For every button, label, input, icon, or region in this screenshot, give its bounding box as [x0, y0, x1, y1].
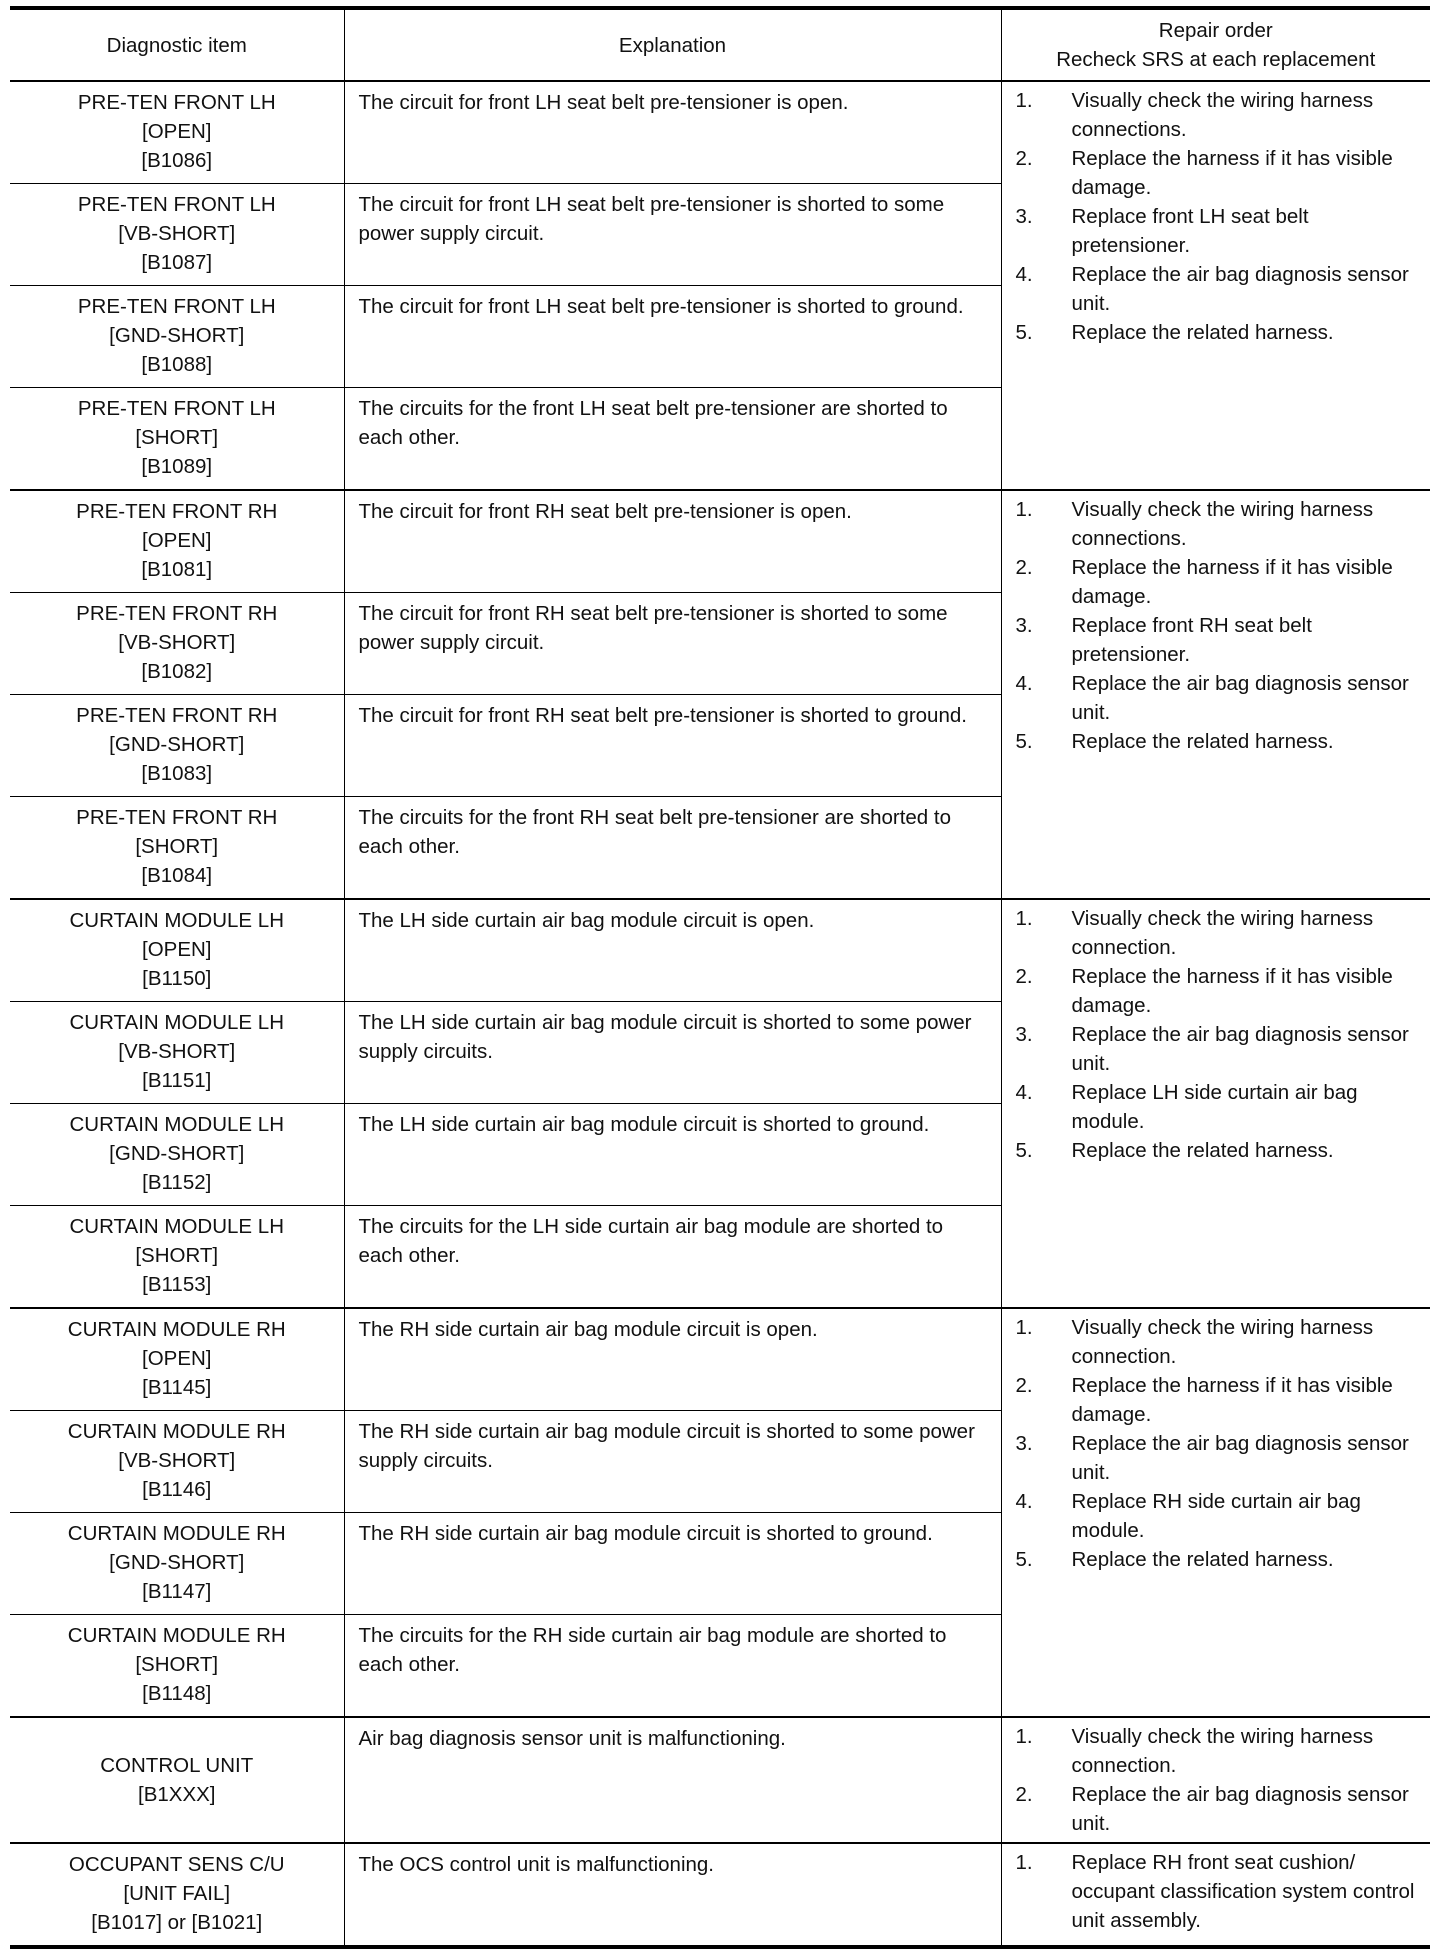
diagnostic-item-line: [B1XXX] — [138, 1783, 216, 1806]
diagnostic-item-line: [B1017] or [B1021] — [91, 1911, 263, 1934]
repair-step — [1016, 1487, 1425, 1545]
repair-step-number: 3. — [1015, 205, 1033, 228]
diagnostic-item-line: [B1148] — [142, 1682, 212, 1705]
explanation-cell: Air bag diagnosis sensor unit is malfunctioning. — [344, 1717, 1001, 1843]
explanation-cell: The LH side curtain air bag module circuit is shorted to some power supply circuits. — [344, 1002, 1001, 1104]
diagnostic-item-line: [GND-SHORT] — [109, 1142, 245, 1165]
explanation-cell: The OCS control unit is malfunctioning. — [344, 1843, 1001, 1947]
repair-step-number: 5. — [1015, 1139, 1033, 1162]
repair-step — [1016, 1780, 1425, 1838]
diagnostic-item-line: [GND-SHORT] — [109, 1551, 245, 1574]
diagnostic-item-cell — [10, 593, 344, 695]
explanation-cell: The RH side curtain air bag module circuit is shorted to ground. — [344, 1513, 1001, 1615]
repair-step — [1016, 1722, 1425, 1780]
diagnostic-item-cell — [10, 490, 344, 593]
repair-steps-list — [1016, 904, 1425, 1165]
diagnostic-item-line: [VB-SHORT] — [118, 1449, 236, 1472]
diagnostic-item-line: [GND-SHORT] — [109, 733, 245, 756]
repair-order-cell — [1001, 1843, 1430, 1947]
repair-step-number: 2. — [1015, 1783, 1033, 1806]
repair-step — [1016, 144, 1425, 202]
repair-step — [1016, 669, 1425, 727]
repair-step-text: Visually check the wiring harness connections. — [1071, 498, 1374, 550]
diagnostic-item-line: [B1151] — [142, 1069, 212, 1092]
repair-step — [1016, 1078, 1425, 1136]
repair-step — [1016, 1545, 1425, 1574]
explanation-cell: The circuits for the LH side curtain air bag module are shorted to each other. — [344, 1206, 1001, 1309]
diagnostic-item-line: [B1150] — [142, 967, 212, 990]
repair-step-number: 4. — [1015, 1490, 1033, 1513]
header-explanation: Explanation — [344, 8, 1001, 81]
diagnostic-item-line: CURTAIN MODULE RH — [67, 1420, 286, 1443]
diagnostic-item-line: CURTAIN MODULE RH — [67, 1522, 286, 1545]
diagnostic-item-line: [B1147] — [142, 1580, 212, 1603]
repair-order-cell — [1001, 81, 1430, 490]
repair-step-text: Visually check the wiring harness connection. — [1071, 1316, 1374, 1368]
repair-order-cell — [1001, 1308, 1430, 1717]
repair-step-text: Replace RH side curtain air bag module. — [1071, 1490, 1361, 1542]
header-diagnostic-item: Diagnostic item — [10, 8, 344, 81]
repair-steps-list — [1016, 1848, 1425, 1935]
repair-order-cell — [1001, 899, 1430, 1308]
header-repair-subtitle: Recheck SRS at each replacement — [1056, 48, 1376, 71]
diagnostic-item-line: PRE-TEN FRONT RH — [76, 806, 278, 829]
repair-step — [1016, 260, 1425, 318]
diagnostic-item-line: CURTAIN MODULE RH — [67, 1318, 286, 1341]
repair-step — [1016, 318, 1425, 347]
repair-step — [1016, 727, 1425, 756]
explanation-cell: The circuit for front LH seat belt pre-tensioner is shorted to some power supply circuit. — [344, 184, 1001, 286]
repair-step-number: 1. — [1015, 1725, 1033, 1748]
diagnostic-item-line: [OPEN] — [142, 120, 212, 143]
diagnostic-item-line: PRE-TEN FRONT RH — [76, 704, 278, 727]
repair-step-text: Replace the harness if it has visible damage. — [1071, 965, 1393, 1017]
explanation-cell: The LH side curtain air bag module circuit is shorted to ground. — [344, 1104, 1001, 1206]
repair-steps-list — [1016, 1313, 1425, 1574]
repair-step-number: 2. — [1015, 147, 1033, 170]
repair-step-number: 2. — [1015, 1374, 1033, 1397]
repair-step-number: 5. — [1015, 321, 1033, 344]
repair-step-text: Replace the related harness. — [1071, 321, 1334, 344]
explanation-cell: The circuits for the front RH seat belt pre-tensioner are shorted to each other. — [344, 797, 1001, 900]
explanation-cell: The RH side curtain air bag module circuit is open. — [344, 1308, 1001, 1411]
diagnostic-item-cell — [10, 388, 344, 491]
repair-step — [1016, 86, 1425, 144]
repair-step-text: Replace the harness if it has visible damage. — [1071, 147, 1393, 199]
repair-step — [1016, 1313, 1425, 1371]
diagnostic-item-line: [B1088] — [141, 353, 213, 376]
repair-step-text: Replace the related harness. — [1071, 730, 1334, 753]
diagnostic-item-cell — [10, 1308, 344, 1411]
repair-step-number: 2. — [1015, 556, 1033, 579]
diagnostic-item-line: PRE-TEN FRONT LH — [77, 397, 276, 420]
repair-step-text: Visually check the wiring harness connection. — [1071, 1725, 1374, 1777]
diagnostic-table — [10, 6, 1430, 1949]
diagnostic-item-line: [B1153] — [142, 1273, 212, 1296]
header-repair-title: Repair order — [1158, 19, 1273, 42]
diagnostic-item-line: [OPEN] — [142, 938, 212, 961]
explanation-cell: The circuit for front RH seat belt pre-tensioner is open. — [344, 490, 1001, 593]
repair-step-number: 1. — [1015, 89, 1033, 112]
diagnostic-item-line: [SHORT] — [135, 1244, 219, 1267]
header-repair-order — [1001, 8, 1430, 81]
diagnostic-item-line: [B1086] — [141, 149, 213, 172]
diagnostic-item-line: [VB-SHORT] — [118, 222, 236, 245]
repair-step-number: 3. — [1015, 614, 1033, 637]
repair-step-text: Replace the air bag diagnosis sensor unit. — [1071, 1783, 1409, 1835]
repair-step-text: Visually check the wiring harness connections. — [1071, 89, 1374, 141]
repair-step-number: 2. — [1015, 965, 1033, 988]
repair-order-cell — [1001, 490, 1430, 899]
explanation-cell: The circuit for front LH seat belt pre-tensioner is shorted to ground. — [344, 286, 1001, 388]
repair-step-number: 1. — [1015, 907, 1033, 930]
diagnostic-item-line: CONTROL UNIT — [100, 1754, 254, 1777]
repair-step — [1016, 553, 1425, 611]
diagnostic-item-line: [B1082] — [141, 660, 213, 683]
table-row — [10, 490, 1430, 593]
repair-steps-list — [1016, 1722, 1425, 1838]
diagnostic-item-line: [SHORT] — [135, 1653, 219, 1676]
diagnostic-item-line: [VB-SHORT] — [118, 631, 236, 654]
repair-step — [1016, 962, 1425, 1020]
repair-step-text: Replace the harness if it has visible damage. — [1071, 556, 1393, 608]
repair-step-text: Replace the harness if it has visible damage. — [1071, 1374, 1393, 1426]
table-row — [10, 1717, 1430, 1843]
diagnostic-item-line: PRE-TEN FRONT LH — [77, 193, 276, 216]
repair-step-number: 5. — [1015, 1548, 1033, 1571]
explanation-cell: The circuit for front LH seat belt pre-tensioner is open. — [344, 81, 1001, 184]
diagnostic-item-line: [B1152] — [142, 1171, 212, 1194]
repair-step-text: Replace the air bag diagnosis sensor unit. — [1071, 672, 1409, 724]
diagnostic-item-cell — [10, 1717, 344, 1843]
table-row — [10, 899, 1430, 1002]
repair-step-text: Visually check the wiring harness connection. — [1071, 907, 1374, 959]
table-body — [10, 81, 1430, 1947]
repair-step-number: 4. — [1015, 263, 1033, 286]
diagnostic-item-cell — [10, 1615, 344, 1718]
repair-step — [1016, 1848, 1425, 1935]
repair-step-text: Replace the air bag diagnosis sensor unit. — [1071, 263, 1409, 315]
diagnostic-item-cell — [10, 81, 344, 184]
repair-step-number: 1. — [1015, 1851, 1033, 1874]
repair-step-text: Replace front LH seat belt pretensioner. — [1071, 205, 1309, 257]
diagnostic-item-line: [SHORT] — [135, 835, 219, 858]
diagnostic-item-cell — [10, 1002, 344, 1104]
repair-order-cell — [1001, 1717, 1430, 1843]
repair-step — [1016, 202, 1425, 260]
repair-step-number: 1. — [1015, 1316, 1033, 1339]
repair-step-text: Replace the air bag diagnosis sensor unit. — [1071, 1432, 1409, 1484]
diagnostic-item-line: [B1145] — [142, 1376, 212, 1399]
diagnostic-item-line: [OPEN] — [142, 1347, 212, 1370]
diagnostic-item-line: PRE-TEN FRONT RH — [76, 500, 278, 523]
diagnostic-item-cell — [10, 1513, 344, 1615]
diagnostic-item-cell — [10, 1843, 344, 1947]
repair-step — [1016, 1136, 1425, 1165]
diagnostic-item-line: [GND-SHORT] — [109, 324, 245, 347]
diagnostic-item-cell — [10, 899, 344, 1002]
diagnostic-item-line: CURTAIN MODULE LH — [69, 909, 285, 932]
table-row — [10, 81, 1430, 184]
repair-step — [1016, 1371, 1425, 1429]
repair-step — [1016, 1429, 1425, 1487]
diagnostic-item-cell — [10, 286, 344, 388]
diagnostic-item-line: [B1146] — [142, 1478, 212, 1501]
repair-step-text: Replace RH front seat cushion/ occupant classification system control unit assembly. — [1071, 1851, 1415, 1932]
diagnostic-item-line: CURTAIN MODULE LH — [69, 1113, 285, 1136]
repair-step-text: Replace the related harness. — [1071, 1139, 1334, 1162]
explanation-cell: The RH side curtain air bag module circuit is shorted to some power supply circuits. — [344, 1411, 1001, 1513]
repair-step-number: 4. — [1015, 1081, 1033, 1104]
explanation-cell: The circuit for front RH seat belt pre-tensioner is shorted to ground. — [344, 695, 1001, 797]
diagnostic-item-line: PRE-TEN FRONT LH — [77, 91, 276, 114]
diagnostic-item-line: [B1083] — [141, 762, 213, 785]
repair-step-text: Replace the related harness. — [1071, 1548, 1334, 1571]
explanation-cell: The circuits for the front LH seat belt pre-tensioner are shorted to each other. — [344, 388, 1001, 491]
repair-step-number: 3. — [1015, 1023, 1033, 1046]
header-row — [10, 8, 1430, 81]
repair-step-number: 3. — [1015, 1432, 1033, 1455]
diagnostic-item-line: [B1084] — [141, 864, 213, 887]
repair-step-text: Replace front RH seat belt pretensioner. — [1071, 614, 1312, 666]
diagnostic-item-line: CURTAIN MODULE RH — [67, 1624, 286, 1647]
diagnostic-item-cell — [10, 797, 344, 900]
repair-step-number: 4. — [1015, 672, 1033, 695]
repair-step-text: Replace LH side curtain air bag module. — [1071, 1081, 1358, 1133]
diagnostic-item-line: CURTAIN MODULE LH — [69, 1215, 285, 1238]
diagnostic-item-cell — [10, 695, 344, 797]
table-row — [10, 1308, 1430, 1411]
diagnostic-item-line: OCCUPANT SENS C/U — [68, 1853, 285, 1876]
repair-step-number: 1. — [1015, 498, 1033, 521]
diagnostic-item-line: [B1087] — [141, 251, 213, 274]
explanation-cell: The circuits for the RH side curtain air bag module are shorted to each other. — [344, 1615, 1001, 1718]
repair-step — [1016, 495, 1425, 553]
explanation-cell: The LH side curtain air bag module circuit is open. — [344, 899, 1001, 1002]
repair-step-text: Replace the air bag diagnosis sensor unit. — [1071, 1023, 1409, 1075]
repair-step — [1016, 904, 1425, 962]
repair-step — [1016, 611, 1425, 669]
repair-step-number: 5. — [1015, 730, 1033, 753]
diagnostic-item-line: CURTAIN MODULE LH — [69, 1011, 285, 1034]
diagnostic-item-cell — [10, 1104, 344, 1206]
repair-step — [1016, 1020, 1425, 1078]
diagnostic-item-line: [B1089] — [141, 455, 213, 478]
table-row — [10, 1843, 1430, 1947]
diagnostic-item-line: [OPEN] — [142, 529, 212, 552]
diagnostic-item-line: [SHORT] — [135, 426, 219, 449]
diagnostic-item-line: PRE-TEN FRONT RH — [76, 602, 278, 625]
explanation-cell: The circuit for front RH seat belt pre-tensioner is shorted to some power supply circuit. — [344, 593, 1001, 695]
diagnostic-item-cell — [10, 184, 344, 286]
diagnostic-item-line: PRE-TEN FRONT LH — [77, 295, 276, 318]
diagnostic-item-line: [VB-SHORT] — [118, 1040, 236, 1063]
repair-steps-list — [1016, 86, 1425, 347]
diagnostic-item-cell — [10, 1411, 344, 1513]
diagnostic-item-line: [UNIT FAIL] — [123, 1882, 231, 1905]
diagnostic-item-cell — [10, 1206, 344, 1309]
repair-steps-list — [1016, 495, 1425, 756]
diagnostic-item-line: [B1081] — [141, 558, 213, 581]
